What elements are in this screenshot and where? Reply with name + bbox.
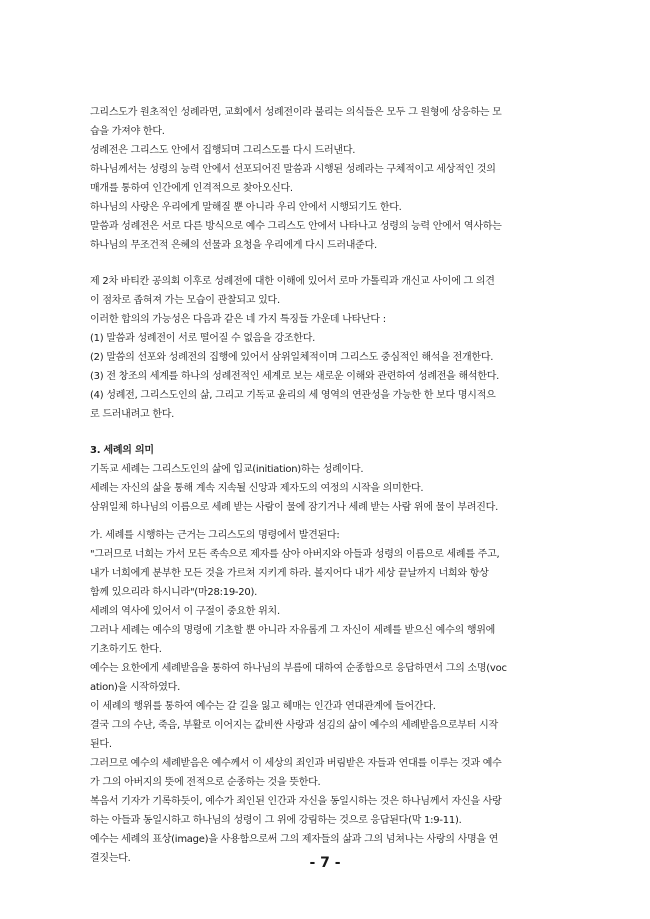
text-line: 이 세례의 행위를 통하여 예수는 갈 길을 잃고 헤매는 인간과 연대관계에 들어간다. [90, 701, 436, 712]
text-line: 이러한 합의의 가능성은 다음과 같은 네 가지 특징들 가운데 나타난다 : [90, 314, 386, 325]
text-line: 기초하기도 한다. [90, 644, 162, 655]
list-item: (3) 전 창조의 세계를 하나의 성례전적인 세계로 보는 새로운 이해와 관련하여 성례전을 해석한다. [90, 371, 500, 382]
text-line: 가. 세례를 시행하는 근거는 그리스도의 명령에서 발견된다: [90, 530, 340, 541]
page-number: - 7 - [309, 855, 341, 871]
text-line: 말씀과 성례전은 서로 다른 방식으로 예수 그리스도 안에서 나타나고 성령의 능력 안에서 역사하는 [90, 221, 502, 232]
scripture-quote: 함께 있으리라 하시니라"(마28:19-20). [90, 587, 258, 598]
scripture-quote: "그러므로 너희는 가서 모든 족속으로 제자를 삼아 아버지와 아들과 성령의 이름으로 세례를 주고, [90, 549, 500, 560]
text-line: 세례의 역사에 있어서 이 구절이 중요한 위치. [90, 606, 280, 617]
list-item: (4) 성례전, 그리스도인의 삶, 그리고 기독교 윤리의 세 영역의 연관성을 가능한 한 보다 명시적으 [90, 390, 496, 401]
paragraph-vatican-council [90, 272, 560, 424]
text-line: 하는 아들과 동일시하고 하나님의 성령이 그 위에 강림하는 것으로 응답된다(막 1:9-11). [90, 815, 462, 826]
list-item: (1) 말씀과 성례전이 서로 떨어질 수 없음을 강조한다. [90, 333, 316, 344]
text-line: 습을 가져야 한다. [90, 126, 165, 137]
text-line: 가 그의 아버지의 뜻에 전적으로 순종하는 것을 뜻한다. [90, 777, 321, 788]
text-line: 기독교 세례는 그리스도인의 삶에 입교(initiation)하는 성례이다. [90, 464, 364, 475]
text-line: 하나님의 사랑은 우리에게 말해질 뿐 아니라 우리 안에서 시행되기도 한다. [90, 202, 402, 213]
document-body [90, 103, 560, 868]
scripture-quote: 내가 너희에게 분부한 모든 것을 가르쳐 지키게 하라. 볼지어다 내가 세상 끝날까지 너희와 항상 [90, 568, 489, 579]
text-line: 그러나 세례는 예수의 명령에 기초할 뿐 아니라 자유롭게 그 자신이 세례를 받으신 예수의 행위에 [90, 625, 496, 636]
text-line: 결짓는다. [90, 853, 131, 864]
text-line: 이 점차로 좁혀져 가는 모습이 관찰되고 있다. [90, 295, 280, 306]
paragraph-christ-command [90, 526, 560, 868]
text-line: 로 드러내려고 한다. [90, 409, 175, 420]
paragraph-baptism-sacrament [90, 103, 560, 255]
text-line: 세례는 자신의 삶을 통해 계속 지속될 신앙과 제자도의 여정의 시작을 의미한다. [90, 483, 424, 494]
text-line: 그리스도가 원초적인 성례라면, 교회에서 성례전이라 불리는 의식들은 모두 그 원형에 상응하는 모 [90, 107, 502, 118]
text-line: 매개를 통하여 인간에게 인격적으로 찾아오신다. [90, 183, 293, 194]
text-line: 복음서 기자가 기록하듯이, 예수가 죄인된 인간과 자신을 동일시하는 것은 하나님께서 자신을 사랑 [90, 796, 502, 807]
text-line: 성례전은 그리스도 안에서 집행되며 그리스도를 다시 드러낸다. [90, 145, 356, 156]
text-line: 하나님께서는 성령의 능력 안에서 선포되어진 말씀과 시행된 성례라는 구체적이고 세상적인 것의 [90, 164, 496, 175]
text-line: 결국 그의 수난, 죽음, 부활로 이어지는 값비싼 사랑과 섬김의 삶이 예수의 세례받음으로부터 시작 [90, 720, 498, 731]
text-line: ation)을 시작하였다. [90, 682, 181, 693]
text-line: 된다. [90, 739, 112, 750]
text-line: 예수는 요한에게 세례받음을 통하여 하나님의 부름에 대하여 순종함으로 응답하면서 그의 소명(voc [90, 663, 507, 674]
text-line: 예수는 세례의 표상(image)을 사용함으로써 그의 제자들의 삶과 그의 넘쳐나는 사랑의 사명을 연 [90, 834, 499, 845]
text-line: 그러므로 예수의 세례받음은 예수께서 이 세상의 죄인과 버림받은 자들과 연대를 이루는 것과 예수 [90, 758, 502, 769]
text-line: 삼위일체 하나님의 이름으로 세례 받는 사람이 물에 잠기거나 세례 받는 사람 위에 물이 부려진다. [90, 502, 498, 513]
list-item: (2) 말씀의 선포와 성례전의 집행에 있어서 삼위일체적이며 그리스도 중심적인 해석을 전개한다. [90, 352, 494, 363]
text-line: 제 2차 바티칸 공의회 이후로 성례전에 대한 이해에 있어서 로마 가톨릭과 개신교 사이에 그 의견 [90, 276, 495, 287]
section-baptism-meaning [90, 441, 560, 517]
section-heading: 3. 세례의 의미 [90, 445, 154, 456]
text-line: 하나님의 무조건적 은혜의 선물과 요청을 우리에게 다시 드러내준다. [90, 240, 377, 251]
